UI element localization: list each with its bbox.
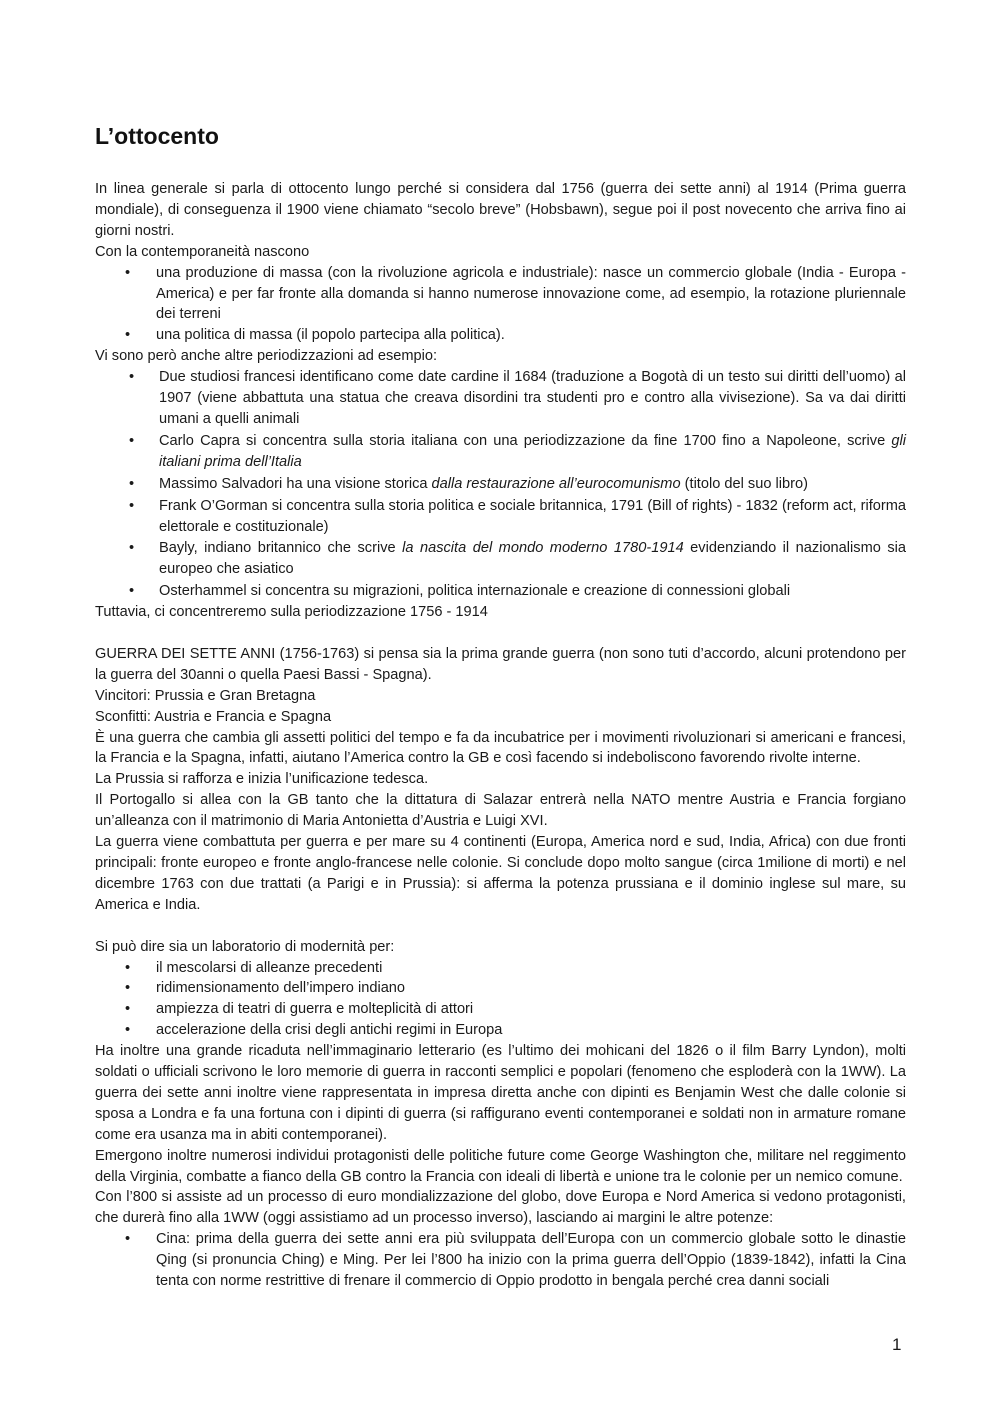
page-number: 1 [892,1335,902,1354]
list-item: • Osterhammel si concentra su migrazioni, politica internazionale e creazione di connessioni globali [95,581,906,602]
list-laboratorio [95,958,906,1042]
paragraph-vincitori: Vincitori: Prussia e Gran Bretagna [95,687,316,704]
list-masse [95,263,906,347]
list-item: • il mescolarsi di alleanze precedenti [95,958,906,979]
list-item-text: evidenziando il nazionalismo sia europeo che asiatico [159,540,906,578]
book-title: la nascita del mondo moderno 1780-1914 [402,540,684,557]
list-item-text: Bayly, indiano britannico che scrive [159,540,403,557]
list-item: • Frank O’Gorman si concentra sulla storia politica e sociale britannica, 1791 (Bill of rights) - 1832 (reform act, riforma elettorale e costituzionale) [95,496,906,538]
paragraph-tuttavia: Tuttavia, ci concentreremo sulla periodizzazione 1756 - 1914 [95,604,488,621]
list-item: • Due studiosi francesi identificano come date cardine il 1684 (traduzione a Bogotà di un testo sui diritti dell’uomo) al 1907 (viene abbattuta una statua che creava disordini tra studenti pro e contro alla vivisezione). Sa va dai diritti umani a quelli animali [95,367,906,430]
list-item [95,538,906,580]
blank-line [95,623,906,644]
list-item [95,474,906,495]
list-item: • una produzione di massa (con la rivoluzione agricola e industriale): nasce un commercio globale (India - Europa - America) e per far fronte alla domanda si hanno numerose innovazione come, ad esempio, la rotazione pluriennale dei terreni [95,263,906,326]
page-title: L’ottocento [95,123,219,149]
list-item: • ampiezza di teatri di guerra e molteplicità di attori [95,999,906,1020]
paragraph-assetti: È una guerra che cambia gli assetti politici del tempo e fa da incubatrice per i movimenti rivoluzionari si americani e francesi, la Francia e la Spagna, infatti, aiutano l’America contro la GB e così facendo si indeboliscono favorendo rivolte interne. [95,729,906,767]
list-item: • accelerazione della crisi degli antichi regimi in Europa [95,1020,906,1041]
paragraph-ricaduta: Ha inoltre una grande ricaduta nell’immaginario letterario (es l’ultimo dei mohicani del 1826 o il film Barry Lyndon), molti soldati o ufficiali scrivono le loro memorie di guerra in racconti semplici e popolari (fenomeno che esploderà con la 1WW). La guerra dei sette anni inoltre viene rappresentata in impresa diretta anche con dipinti es Benjamin West che dalle colonie si sposa a Londra e fa una fortuna con i dipinti di guerra (si raffigurano eventi contemporanei e soldati non in armature romane come era usanza ma in abiti contemporanei). [95,1043,906,1143]
list-item [95,431,906,473]
paragraph-combattuta: La guerra viene combattuta per guerra e per mare su 4 continenti (Europa, America nord e sud, India, Africa) con due fronti principali: fronte europeo e fronte anglo-francese nelle colonie. Si conclude dopo molto sangue (circa 1milione di morti) e nel dicembre 1763 con due trattati (a Parigi e in Prussia): si afferma la potenza prussiana e il dominio inglese sul mare, su America e India. [95,834,906,913]
book-title: dalla restaurazione all’eurocomunismo [431,475,681,492]
paragraph-intro: In linea generale si parla di ottocento lungo perché si considera dal 1756 (guerra dei sette anni) al 1914 (Prima guerra mondiale), di conseguenza il 1900 viene chiamato “secolo breve” (Hobsbawn), segue poi il post novecento che arriva fino ai giorni nostri. [95,181,906,239]
paragraph-portogallo: Il Portogallo si allea con la GB tanto che la dittatura di Salazar entrerà nella NATO mentre Austria e Francia forgiano un’alleanza con il matrimonio di Maria Antonietta d’Austria e Luigi XVI. [95,792,906,830]
document-body [95,121,906,1292]
paragraph-prussia: La Prussia si rafforza e inizia l’unificazione tedesca. [95,771,429,788]
paragraph-ottocento: Con l’800 si assiste ad un processo di euro mondializzazione del globo, dove Europa e Nord America si vedono protagonisti, che durerà fino alla 1WW (oggi assistiamo ad un processo inverso), lasciando ai margini le altre potenze: [95,1189,906,1227]
paragraph-periodizzazioni: Vi sono però anche altre periodizzazioni ad esempio: [95,348,438,365]
paragraph-sconfitti: Sconfitti: Austria e Francia e Spagna [95,708,332,725]
list-item-text: Carlo Capra si concentra sulla storia italiana con una periodizzazione da fine 1700 fino a Napoleone, scrive [159,432,892,449]
list-item: • una politica di massa (il popolo partecipa alla politica). [95,325,906,346]
paragraph-emergono: Emergono inoltre numerosi individui protagonisti delle politiche future come George Washington che, militare nel reggimento della Virginia, combatte a fianco della GB contro la Francia con ideali di libertà e unione tra le colonie per un nemico comune. [95,1147,906,1185]
paragraph-contemporaneita: Con la contemporaneità nascono [95,243,310,260]
list-item: • Cina: prima della guerra dei sette anni era più sviluppata dell’Europa con un commercio globale sotto le dinastie Qing (si pronuncia Ching) e Ming. Per lei l’800 ha inizio con la prima guerra dell’Oppio (1839-1842), infatti la Cina tenta con norme restrittive di frenare il commercio di Oppio prodotto in bengala perché crea danni sociali [95,1229,906,1292]
list-periodizzazioni [95,367,906,602]
list-item-text: Massimo Salvadori ha una visione storica [159,475,432,492]
list-item-text: (titolo del suo libro) [680,475,808,492]
paragraph-guerra-sette-anni: GUERRA DEI SETTE ANNI (1756-1763) si pensa sia la prima grande guerra (non sono tuti d’accordo, alcuni protendono per la guerra del 30anni o quella Paesi Bassi - Spagna). [95,645,906,683]
list-potenze [95,1229,906,1292]
book-title: gli italiani prima dell’Italia [159,432,906,470]
list-item: • ridimensionamento dell’impero indiano [95,978,906,999]
blank-line [95,916,906,937]
paragraph-laboratorio: Si può dire sia un laboratorio di modernità per: [95,938,395,955]
